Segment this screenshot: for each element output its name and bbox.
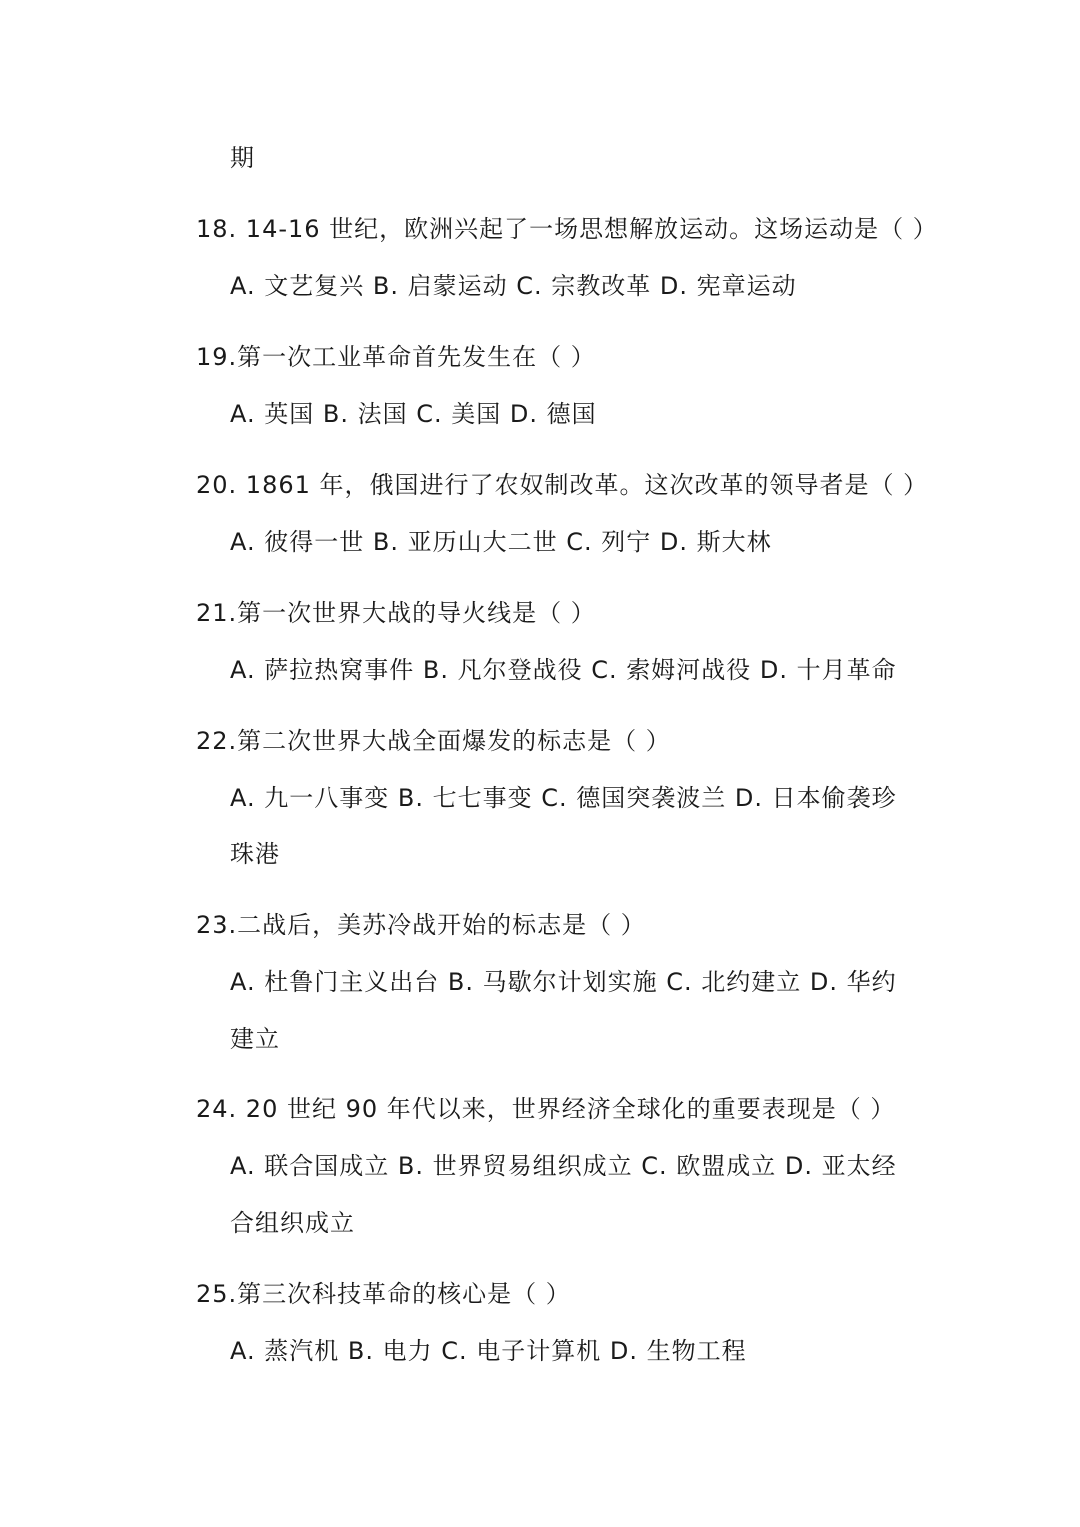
question-25-stem: 25.第三次科技革命的核心是（ ） xyxy=(196,1280,571,1308)
question-25-options: A. 蒸汽机 B. 电力 C. 电子计算机 D. 生物工程 xyxy=(230,1337,747,1365)
question-24-options-wrap: 合组织成立 xyxy=(230,1209,355,1237)
question-22-options-wrap: 珠港 xyxy=(230,840,280,868)
question-19-options: A. 英国 B. 法国 C. 美国 D. 德国 xyxy=(230,400,597,428)
question-22-options: A. 九一八事变 B. 七七事变 C. 德国突袭波兰 D. 日本偷袭珍 xyxy=(230,784,897,812)
question-19-stem: 19.第一次工业革命首先发生在（ ） xyxy=(196,343,596,371)
question-23-stem: 23.二战后，美苏冷战开始的标志是（ ） xyxy=(196,911,646,939)
question-21-options: A. 萨拉热窝事件 B. 凡尔登战役 C. 索姆河战役 D. 十月革命 xyxy=(230,656,897,684)
question-20-stem: 20. 1861 年，俄国进行了农奴制改革。这次改革的领导者是（ ） xyxy=(196,471,929,499)
question-22-stem: 22.第二次世界大战全面爆发的标志是（ ） xyxy=(196,727,671,755)
question-18-stem: 18. 14-16 世纪，欧洲兴起了一场思想解放运动。这场运动是（ ） xyxy=(196,215,938,243)
question-20-options: A. 彼得一世 B. 亚历山大二世 C. 列宁 D. 斯大林 xyxy=(230,528,772,556)
question-23-options: A. 杜鲁门主义出台 B. 马歇尔计划实施 C. 北约建立 D. 华约 xyxy=(230,968,897,996)
question-24-stem: 24. 20 世纪 90 年代以来，世界经济全球化的重要表现是（ ） xyxy=(196,1095,896,1123)
question-23-options-wrap: 建立 xyxy=(230,1025,280,1053)
question-18-options: A. 文艺复兴 B. 启蒙运动 C. 宗教改革 D. 宪章运动 xyxy=(230,272,797,300)
continuation-text: 期 xyxy=(230,144,255,172)
question-24-options: A. 联合国成立 B. 世界贸易组织成立 C. 欧盟成立 D. 亚太经 xyxy=(230,1152,897,1180)
question-21-stem: 21.第一次世界大战的导火线是（ ） xyxy=(196,599,596,627)
